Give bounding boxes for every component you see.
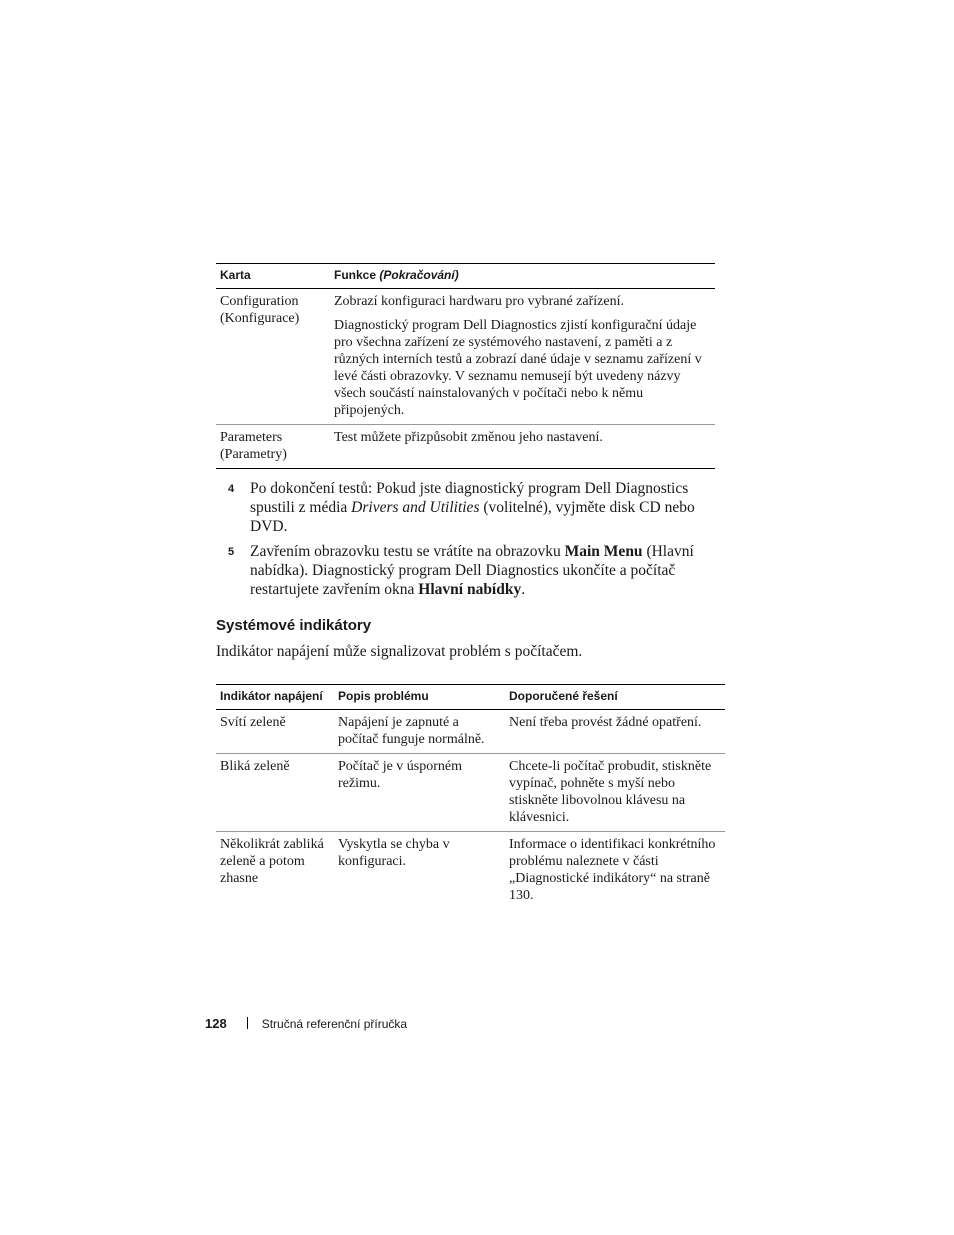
- step-text-part: Po dokončení testů: Pokud jste diagnostický program Dell Diagnostics spustili z média: [250, 480, 689, 516]
- solution-cell: Informace o identifikaci konkrétního problému naleznete v části „Diagnostické indikátory“ na straně 130.: [509, 837, 716, 903]
- solution-cell: Chcete-li počítač probudit, stiskněte vypínač, pohněte s myší nebo stiskněte libovolnou klávesu na klávesnici.: [505, 754, 725, 832]
- table-row: [216, 289, 715, 425]
- indicator-cell: Svítí zeleně: [216, 710, 334, 754]
- step-text-part: (volitelné), vyjměte disk CD nebo DVD.: [250, 499, 695, 535]
- step-text: [250, 542, 716, 599]
- problem-cell: Počítač je v úsporném režimu.: [334, 754, 505, 832]
- main-menu-term: Main Menu: [564, 543, 643, 560]
- column-header-solution: Doporučené řešení: [505, 685, 725, 710]
- table-row: [216, 832, 725, 910]
- media-name: Drivers and Utilities: [351, 499, 480, 516]
- function-cell: [330, 425, 715, 469]
- column-header-tab: Karta: [216, 264, 330, 289]
- footer-divider: [247, 1017, 248, 1029]
- problem-cell: Napájení je zapnuté a počítač funguje normálně.: [334, 710, 505, 754]
- step-text: [250, 479, 716, 536]
- function-cell: [330, 289, 715, 425]
- indicator-cell: Několikrát zabliká zeleně a potom zhasne: [220, 837, 324, 886]
- section-heading: Systémové indikátory: [216, 617, 372, 634]
- function-paragraph: Diagnostický program Dell Diagnostics zjistí konfigurační údaje pro všechna zařízení ze systémového nastavení, z paměti a z různých interních testů a zobrazí dané údaje v seznamu zařízení v levé části obrazovky. V seznamu nemusejí být uvedeny názvy všech součástí nainstalovaných v počítači nebo k němu připojených.: [334, 318, 702, 418]
- step-number: 4: [228, 483, 235, 495]
- tab-name-cell: Parameters (Parametry): [216, 425, 330, 469]
- footer-title: Stručná referenční příručka: [261, 1017, 408, 1031]
- main-menu-window-term: Hlavní nabídky: [418, 581, 522, 598]
- table-header-row: [216, 264, 715, 289]
- column-header-function-main: Funkce: [334, 268, 377, 282]
- function-paragraph: Zobrazí konfiguraci hardwaru pro vybrané zařízení.: [334, 294, 624, 309]
- step-text-part: (Hlavní nabídka). Diagnostický program Dell Diagnostics ukončíte a počítač restartujete zavřením okna: [250, 543, 694, 598]
- tab-name-cell: Configuration (Konfigurace): [216, 289, 330, 425]
- step-number: 5: [228, 546, 235, 558]
- table-header-row: [216, 685, 725, 710]
- section-intro: Indikátor napájení může signalizovat problém s počítačem.: [216, 643, 583, 660]
- problem-cell: Vyskytla se chyba v konfiguraci.: [338, 837, 450, 869]
- column-header-problem: Popis problému: [334, 685, 505, 710]
- functions-table: [216, 263, 715, 469]
- step-item: [216, 479, 716, 536]
- table-row: [216, 710, 725, 754]
- power-indicator-table: [216, 684, 725, 909]
- page-number: 128: [205, 1016, 227, 1031]
- page-footer: [205, 1016, 407, 1031]
- column-header-function: [330, 264, 715, 289]
- function-paragraph: Test můžete přizpůsobit změnou jeho nastavení.: [334, 430, 603, 445]
- indicator-cell: Bliká zeleně: [216, 754, 334, 832]
- column-header-continuation: (Pokračování): [379, 268, 459, 282]
- step-text-part: Zavřením obrazovku testu se vrátíte na obrazovku: [250, 543, 565, 560]
- column-header-indicator: Indikátor napájení: [216, 685, 334, 710]
- table-row: [216, 754, 725, 832]
- step-text-part: .: [521, 581, 526, 598]
- solution-cell: Není třeba provést žádné opatření.: [505, 710, 725, 754]
- table-row: [216, 425, 715, 469]
- step-item: [216, 542, 716, 599]
